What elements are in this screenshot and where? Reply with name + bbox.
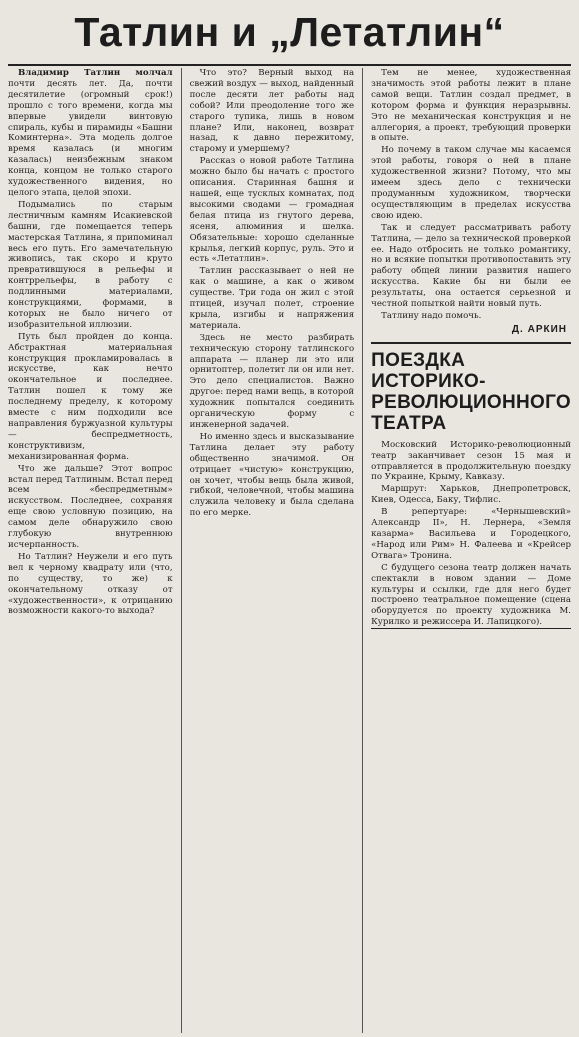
- news-item-title: ПОЕЗДКА ИСТОРИКО-РЕВОЛЮЦИОННОГО ТЕАТРА: [371, 349, 572, 434]
- paragraph: Путь был пройден до конца. Абстрактная материальная конструкция прокламировалась в искусстве, как нечто окончательное и последнее. Татлин пошел к тому же последнему пределу, к которому вместе с ним подходили все направления буржуазной культуры — беспредметность, конструктивизм, механизированная форма.: [8, 331, 173, 462]
- article-columns: [8, 68, 571, 1033]
- news-paragraph: В репертуаре: «Чернышевский» Александр II», Н. Лернера, «Земля казарма» Васильева и Городецкого, «Народ или Рим» Н. Фалеева и «Крейсер Отвага» Тронина.: [371, 507, 572, 561]
- news-paragraph: Московский Историко-революционный театр заканчивает сезон 15 мая и отправляется в продолжительную поездку по Украине, Крыму, Кавказу.: [371, 439, 572, 483]
- news-paragraph: Маршрут: Харьков, Днепропетровск, Киев, Одесса, Баку, Тифлис.: [371, 484, 572, 506]
- paragraph: Подымались по старым лестничным камням Исакиевской башни, где помещается теперь мастерская Татлина, я припоминал весь его путь. Его замечательную живопись, так скоро и круто превратившуюся в рельефы и контррельефы, в работу с подлинными материалами, конструкциями, формами, в которых не было ничего от изобразительной иллюзии.: [8, 199, 173, 330]
- column-divider: [181, 68, 182, 1033]
- column-3: [371, 68, 571, 1033]
- paragraph: Рассказ о новой работе Татлина можно было бы начать с простого описания. Старинная башня и нашей, еще тусклых комнатах, под высокими сводами — громадная белая птица из гнутого дерева, ясеня, алюминия и шелка. Обязательные: хорошо сделанные крылья, легкий корпус, руль. Это и есть «Летатлин».: [189, 156, 355, 265]
- paragraph: Татлину надо помочь.: [381, 310, 482, 321]
- paragraph: Владимир Татлин молчал почти десять лет. Да, почти десятилетие (огромный срок!) прошло с того времени, когда мы впервые увидели винтовую спираль, кубы и пирамиды «Башни Коминтерна». Эта модель долгое время казалась (и многим казалась) неизбежным знаком конца, концом не только старого художественного видения, но целого этапа, целой эпохи.: [8, 68, 173, 198]
- column-1: [8, 68, 173, 1033]
- paragraph: Тем не менее, художественная значимость этой работы лежит в плане самой вещи. Татлин создал предмет, в котором форма и функция неразрывны. Это не механическая конструкция и не аллегория, а проект, требующий проверки в опыте.: [371, 68, 572, 144]
- paragraph: Но именно здесь и высказывание Татлина делает эту работу общественно значимой. Он отрицает «чистую» конструкцию, он хочет, чтобы вещь была живой, гибкой, человечной, чтобы машина служила человеку и была сделана по его мерке.: [189, 431, 355, 519]
- paragraph: Что это? Верный выход на свежий воздух — выход, найденный после десяти лет работы над собой? Или преодоление того же старого тупика, лишь в новом плане? Или, наконец, возврат назад, к давно пережитому, старому и умершему?: [189, 68, 355, 155]
- paragraph: Так и следует рассматривать работу Татлина, — дело за технической проверкой ее. Надо отбросить не только романтику, но и всякие попытки противопоставить эту работу общей линии развития нашего искусства. Какие бы ни были ее результаты, она остается серьезной и честной попыткой найти новый путь.: [371, 222, 572, 310]
- news-item-box: [371, 342, 571, 629]
- paragraph: Что же дальше? Этот вопрос встал перед Татлиным. Встал перед всем «беспредметным» искусством. Последнее, сохраняя еще свою условную позицию, на самом деле обнаружило свою глубокую внутреннюю исчерпанность.: [8, 463, 173, 550]
- paragraph: Татлин рассказывает о ней не как о машине, а как о живом существе. Три года он жил с этой птицей, изучал полет, строение крыла, изгибы и напряжения материала.: [189, 266, 355, 331]
- column-divider: [362, 68, 363, 1033]
- news-paragraph: С будущего сезона театр должен начать спектакли в новом здании — Доме культуры и ссылки, где для него будет построено театральное помещение (сцена оборудуется по проекту художника М. Курилко и режиссера И. Лапицкого).: [371, 562, 572, 628]
- paragraph: Но Татлин? Неужели и его путь вел к черному квадрату или (что, по существу, то же) к окончательному отказу от «художественности», к отрицанию возможности какого-то выхода?: [8, 551, 173, 617]
- column-2: [190, 68, 355, 1033]
- paragraph: Но почему в таком случае мы касаемся этой работы, говоря о ней в плане художественной жизни? Потому, что мы имеем здесь дело с технически продуманным художником, творчески осуществляющим в пределах искусства свою идею.: [371, 145, 572, 221]
- article-headline: Татлин и „Летатлин“: [8, 6, 571, 66]
- paragraph: Здесь не место разбирать техническую сторону татлинского аппарата — планер ли это или орнитоптер, полетит ли он или нет. Это дело специалистов. Важно другое: перед нами вещь, в которой художник попытался соединить органическую форму с инженерной задачей.: [189, 332, 355, 430]
- author-signature: Д. АРКИН: [511, 323, 568, 335]
